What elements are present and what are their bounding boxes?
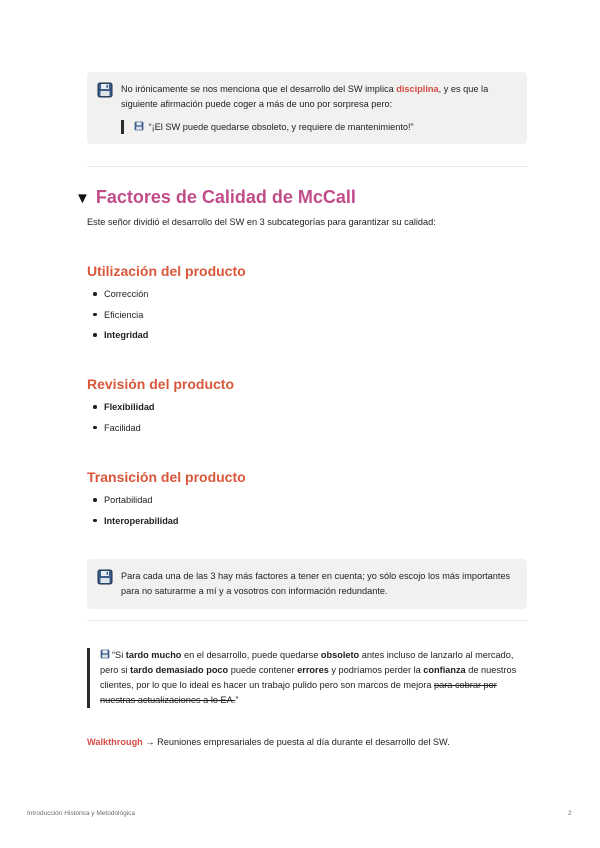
callout-more-factors <box>87 559 527 609</box>
callout-text-pre: No irónicamente se nos menciona que el desarrollo del SW implica <box>121 84 397 94</box>
section-intro: Este señor dividió el desarrollo del SW en 3 subcategorías para garantizar su calidad: <box>87 217 436 227</box>
list-item: Interoperabilidad <box>87 514 179 535</box>
list-item: Integridad <box>87 328 148 349</box>
toggle-heading-mccall[interactable] <box>75 187 356 208</box>
list-revision <box>87 400 155 441</box>
footer-title: Introducción Histórica y Metodológica <box>27 810 136 817</box>
callout-discipline <box>87 72 527 144</box>
heading-transicion: Transición del producto <box>87 469 246 485</box>
walkthrough-line <box>87 737 450 747</box>
bold-tardo-demasiado-poco: tardo demasiado poco <box>130 665 229 675</box>
bold-tardo-mucho: tardo mucho <box>125 650 182 660</box>
inner-quote-text: “¡El SW puede quedarse obsoleto, y requiere de mantenimiento!” <box>148 122 414 132</box>
callout-text: Para cada una de las 3 hay más factores a tener en cuenta; yo sólo escojo los más importantes para no saturarme a mí y a vosotros con información redundante. <box>121 571 511 596</box>
strikethrough-text: para cobrar por nuestras actualizaciones a lo EA. <box>100 680 497 705</box>
list-item: Eficiencia <box>87 308 148 329</box>
floppy-disk-icon <box>100 649 110 659</box>
toggle-triangle-icon[interactable]: ▼ <box>75 190 90 207</box>
list-item: Portabilidad <box>87 493 179 514</box>
walkthrough-definition: Reuniones empresariales de puesta al día durante el desarrollo del SW. <box>154 737 450 747</box>
divider <box>87 620 527 621</box>
list-utilizacion <box>87 287 148 349</box>
list-item: Flexibilidad <box>87 400 155 421</box>
arrow-right-icon: → <box>145 737 155 747</box>
list-item: Facilidad <box>87 421 155 442</box>
quote-timing: “Si tardo mucho en el desarrollo, puede quedarse obsoleto antes incluso de lanzarlo al mercado, pero si tardo demasiado poco puede contener errores y podríamos perder la confianza de nuestros clientes, por lo que lo ideal es hacer un trabajo pulido pero son marcos de mejora para cobrar por nuestras actualizaciones a lo EA.” <box>87 648 527 708</box>
bold-errores: errores <box>297 665 329 675</box>
inner-quote <box>121 120 515 134</box>
floppy-disk-icon <box>134 121 144 131</box>
heading-revision: Revisión del producto <box>87 376 235 392</box>
bold-obsoleto: obsoleto <box>320 650 360 660</box>
callout-text-post: , y es que la siguiente afirmación puede coger a más de uno por sorpresa pero: <box>121 84 489 109</box>
list-transicion <box>87 493 179 534</box>
heading-utilizacion: Utilización del producto <box>87 263 246 279</box>
floppy-disk-icon <box>97 82 113 98</box>
highlight-discipline: disciplina <box>396 84 439 94</box>
divider <box>87 166 527 167</box>
walkthrough-term: Walkthrough <box>87 737 143 747</box>
bold-confianza: confianza <box>423 665 466 675</box>
list-item: Corrección <box>87 287 148 308</box>
floppy-disk-icon <box>97 569 113 585</box>
section-title: Factores de Calidad de McCall <box>95 187 356 207</box>
page-number: 2 <box>568 810 572 817</box>
callout-text <box>121 82 515 112</box>
